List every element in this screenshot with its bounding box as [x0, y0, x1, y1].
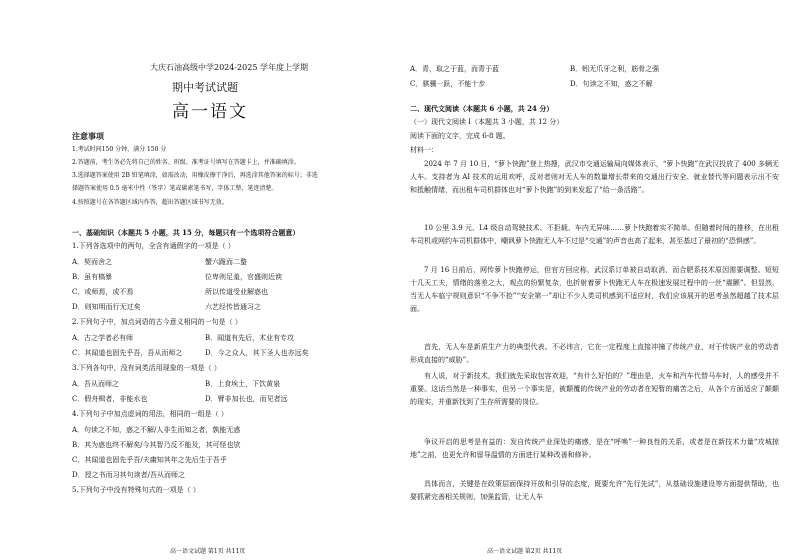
page-right — [397, 0, 794, 560]
page-footer-1: 高一语文试题 第1页 共11页 — [170, 548, 246, 555]
q1-option-d-2: 六艺经传皆通习之 — [205, 303, 261, 311]
paragraph-2: 10 公里 3.9 元、L4 级自动驾驶技术、不拒载、车内无异味……萝卜快跑着实不简单。但随着时间的推移，在出租车司机或网约车司机群体中，嘲讽萝卜快跑无人车不过是“交通”的声音也高了起来，甚至基过了最初的“恐惧感”。 — [410, 224, 779, 245]
q1-option-c: C．或师焉，或不焉 — [72, 288, 134, 296]
paragraph-3: 7 月 16 日前后，网传萝卜快跑停运，但官方回应称，武汉系订单被自动取消，而合肥系技术原因需要调整。短短十几天工夫，情绪的落差之大，观点的纷繁复杂，也折射着萝卜快跑无人车在极速发展过程中的一丝“震颤”。但显然，当无人车临宁规则意识“不争不抢”“安全第一”却让不少人类司机感到不适应时，我们应该展开的思考虽然超越了技术层面。 — [410, 266, 779, 313]
section-1-heading: 一、基础知识（本题共 5 小题，共 15 分，每题只有一个选项符合题意） — [72, 228, 300, 237]
reading-instruction: 阅读下面的文字，完成 6-8 题。 — [410, 132, 510, 140]
question-4: 4.下列句子中加点虚词的用法，相同的一组是（ ） — [72, 410, 228, 418]
q2-option-d: D．今之众人，其下圣人也亦远矣 — [205, 349, 309, 357]
q5-option-c: C．骐骥一跃，不能十步 — [410, 80, 486, 88]
q4-option-c: C．其闻道也固先乎吾/夫庸知其年之先后生于吾乎 — [72, 456, 227, 464]
q2-option-a: A．古之学者必有师 — [72, 334, 134, 342]
paragraph-5: 有人说，对于新技术，我们就先采取包容欢迎，“有什么好怕的？”理由是，火车和汽车代替马车时，人的感受并不重要。这话当然是一种事实，但另一个事实是，被颠覆的传统产业的劳动者在短暂的痛苦之后，从各个方面适应了颠颠的现实，并重新找到了生存所需要的岗位。 — [410, 372, 779, 406]
subsection-heading: （一）现代文阅读 I（本题共 3 小题，共 12 分） — [410, 118, 564, 126]
q1-option-b: B．虽有槁暴 — [72, 273, 113, 281]
q4-option-b: B．其为惑也终不解矣/今其智乃反不能及，其可怪也欤 — [72, 441, 241, 449]
question-2: 2.下列句子中，加点词语的古今意义相同的一句是（ ） — [72, 318, 242, 326]
q4-option-d: D．授之书而习其句读者/吾从而师之 — [72, 471, 185, 479]
paragraph-4: 首先，无人车是新质生产力的典型代表。不必讳言，它在一定程度上直接冲撞了传统产业，对于传统产业的劳动者形成直接的“威胁”。 — [410, 343, 779, 364]
q4-option-a: A．句读之不知，惑之不解/人非生而知之者，孰能无惑 — [72, 426, 241, 434]
q3-option-b: B．上食埃土，下饮黄泉 — [205, 380, 281, 388]
question-5: 5.下列句子中没有特殊句式的一项是（ ） — [72, 486, 200, 494]
q5-option-d: D．句读之不知，惑之不解 — [570, 80, 653, 88]
q1-option-d: D．则知明而行无过矣 — [72, 303, 141, 311]
notice-title: 注意事项 — [72, 131, 104, 141]
paragraph-6: 争议开启的思考是有益的：发自传统产业深处的痛感，是在“呼唤”一种良性的关系，或者是在新技术力量“攻城掠地”之前，也更允许和留导温情的方面进行某种改善和修补。 — [410, 438, 779, 459]
q5-option-b: B．蚓无爪牙之利，筋骨之强 — [570, 65, 660, 73]
question-3: 3.下列各句中，没有词类活用现象的一项是（ ） — [72, 364, 221, 372]
notice-2: 2.答题前，考生务必先将自己的姓名、班级、准考证号填写在答题卡上，并准确填涂。 — [72, 159, 300, 166]
q2-option-b: B．闻道有先后，术业有专攻 — [205, 334, 295, 342]
q1-option-a: A．契而舍之 — [72, 258, 113, 266]
q3-option-d: D．臂非加长也，而见者远 — [205, 395, 288, 403]
school-header: 大庆石油高级中学2024-2025 学年度上学期 — [150, 63, 308, 72]
material-label: 材料一： — [410, 146, 438, 154]
paragraph-1: 2024 年 7 月 10 日，“萝卜快跑”登上热搜，武汉市交通运输局向媒体表示，“萝卜快跑”在武汉投放了 400 多辆无人车。支持者为 AI 技术的运用欢呼，反对者则对无人车的数量增长带来的交通出行安全、就业替代等问题表示出不安和抵触情绪，而出租车司机群体也对“萝卜快跑”的到来发起了“给一条活路”。 — [410, 160, 779, 194]
page-footer-2: 高一语文试题 第2页 共11页 — [487, 548, 563, 555]
q5-option-a: A．青，取之于蓝，而青于蓝 — [410, 65, 500, 73]
exam-title: 期中考试试题 — [172, 81, 238, 94]
q3-option-c: C．假舟楫者，非能水也 — [72, 395, 148, 403]
paragraph-7: 具体而言，关键是在政策层面保持开放和引导的态度，既要允许“先行先试”，从基础设施建设等方面提供帮助，也要抓紧完善相关规则，加强监管，让无人车 — [410, 480, 779, 501]
notice-3: 3.选择题答案使用 2B 铅笔填涂，如需改动，用橡皮擦干净后，再选涂其他答案的标号；非选 — [72, 172, 318, 179]
notice-3-cont: 择题答案使用 0.5 毫米中性（签字）笔或碳素笔书写，字体工整，笔迹清楚。 — [72, 185, 278, 192]
q2-option-c: C．其闻道也固先乎吾，吾从而师之 — [72, 349, 183, 357]
notice-4: 4.按照题号在各答题区域内作答，超出答题区域书写无效。 — [72, 199, 228, 206]
q3-option-a: A．吾从而师之 — [72, 380, 120, 388]
section-2-heading: 二、现代文阅读（本题共 6 小题，共 24 分） — [410, 104, 554, 113]
question-1: 1.下列各选项中的两句，全含有通假字的一项是（ ） — [72, 242, 235, 250]
notice-1: 1.考试时间150 分钟，满分 150 分 — [72, 146, 167, 153]
q1-option-b-2: 位卑则足羞，官盛则近谀 — [205, 273, 282, 281]
q1-option-a-2: 蟹六跪而二螯 — [205, 258, 247, 266]
subject-title: 高一语文 — [172, 102, 248, 122]
q1-option-c-2: 所以传道受业解惑也 — [205, 288, 268, 296]
